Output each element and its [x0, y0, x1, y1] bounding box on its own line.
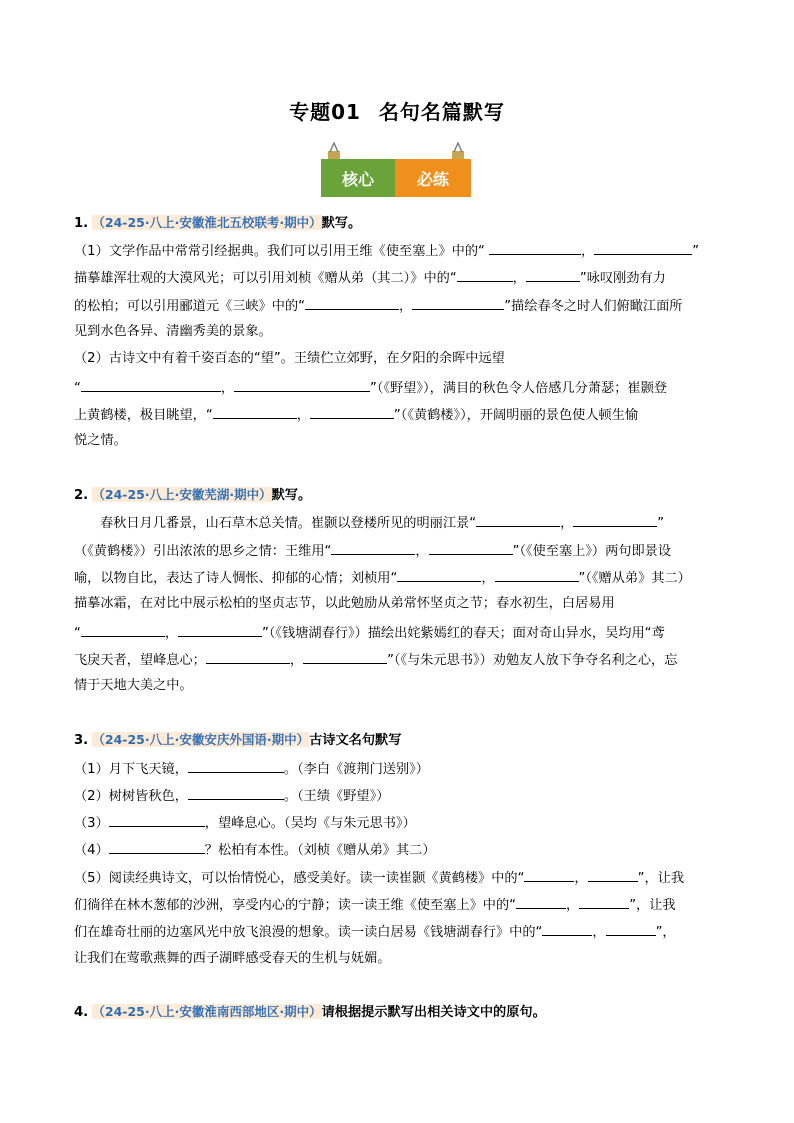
text-segment: ”咏叹刚劲有力	[579, 271, 666, 286]
title-main: 名句名篇默写	[378, 100, 505, 124]
text-segment: ”（《黄鹤楼》），开阔明丽的景色使人顿生愉	[393, 408, 639, 423]
text-line	[74, 323, 272, 341]
answer-blank[interactable]	[310, 405, 394, 419]
answer-blank[interactable]	[476, 513, 560, 527]
text-line	[74, 432, 127, 450]
text-line	[74, 296, 683, 316]
question-number: 4.	[74, 1005, 89, 1020]
text-segment: 。（李白《渡荆门送别》）	[283, 762, 429, 777]
text-segment: （1）月下飞天镜，	[74, 762, 188, 777]
text-segment: ，	[581, 244, 595, 259]
text-segment: ，	[481, 571, 495, 586]
text-line	[100, 513, 664, 533]
text-segment: 春秋日月几番景，山石草木总关情。崔颢以登楼所见的明丽江景“	[100, 516, 477, 531]
answer-blank[interactable]	[526, 268, 580, 282]
core-practice-banner	[319, 142, 474, 202]
answer-blank[interactable]	[495, 568, 579, 582]
text-segment: （1）文学作品中常常引经据典。我们可以引用王维《使至塞上》中的“	[74, 244, 490, 259]
text-line	[74, 623, 665, 643]
answer-blank[interactable]	[579, 895, 629, 909]
question-3-header	[74, 731, 401, 750]
question-instruction: 请根据提示默写出相关诗文中的原句。	[321, 1005, 546, 1020]
banner-left-label: 核心	[321, 159, 395, 197]
answer-blank[interactable]	[178, 623, 262, 637]
banner-right-label: 必练	[395, 159, 471, 197]
text-segment: ”（《与朱元思书》）劝勉友人放下争夺名利之心，忘	[387, 653, 678, 668]
text-segment: ，	[566, 898, 580, 913]
answer-blank[interactable]	[188, 786, 284, 800]
text-segment: （2）树树皆秋色，	[74, 789, 188, 804]
text-segment: ”	[657, 516, 665, 531]
text-line	[74, 405, 638, 425]
text-line	[74, 350, 505, 368]
text-segment: 悦之情。	[74, 433, 127, 448]
text-segment: ，	[415, 544, 429, 559]
text-segment: 们在雄奇壮丽的边塞风光中放飞浪漫的想象。读一读白居易《钱塘湖春行》中的“	[74, 925, 543, 940]
text-segment: （3）	[74, 816, 109, 831]
question-4-header	[74, 1003, 546, 1022]
answer-blank[interactable]	[457, 268, 513, 282]
text-segment: 喻，以物自比，表达了诗人惆怅、抑郁的心情；刘桢用“	[74, 571, 398, 586]
answer-blank[interactable]	[109, 813, 205, 827]
question-source-tag: （24-25·八上·安徽安庆外国语·期中）	[92, 732, 310, 747]
text-line	[74, 759, 429, 779]
text-segment: ，	[164, 626, 179, 641]
text-segment: 。（王绩《野望》）	[283, 789, 390, 804]
answer-blank[interactable]	[81, 623, 165, 637]
text-line	[74, 786, 389, 806]
text-line	[74, 813, 416, 833]
answer-blank[interactable]	[109, 840, 205, 854]
text-line	[74, 677, 193, 695]
text-line	[74, 268, 666, 288]
text-segment: ，	[289, 653, 304, 668]
text-line	[74, 241, 699, 261]
text-segment: 描摹冰霜，在对比中展示松柏的坚贞志节，以此勉励从弟常怀坚贞之节；春水初生，白居易用	[74, 596, 615, 611]
text-line	[74, 922, 676, 942]
text-segment: ”，让我	[637, 871, 685, 886]
text-segment: “	[74, 626, 81, 641]
text-segment: 见到水色各异、清幽秀美的景象。	[74, 324, 272, 339]
text-segment: 们徜徉在林木葱郁的沙洲，享受内心的宁静；读一读王维《使至塞上》中的“	[74, 898, 517, 913]
question-source-tag: （24-25·八上·安徽淮北五校联考·期中）	[92, 215, 322, 230]
text-line	[74, 868, 684, 888]
text-segment: ，望峰息心。（吴均《与朱元思书》）	[204, 816, 416, 831]
text-segment: ，	[399, 299, 413, 314]
text-segment: ，	[560, 516, 574, 531]
text-segment: 上黄鹤楼，极目眺望，“	[74, 408, 213, 423]
answer-blank[interactable]	[606, 922, 656, 936]
question-number: 1.	[74, 216, 89, 231]
text-segment: ”描绘春冬之时人们俯瞰江面所	[504, 299, 683, 314]
text-segment: “	[74, 381, 81, 396]
answer-blank[interactable]	[305, 296, 399, 310]
text-segment: ”（《野望》），满目的秋色令人倍感几分萧瑟；崔颢登	[370, 381, 667, 396]
answer-blank[interactable]	[594, 241, 692, 255]
question-number: 3.	[74, 733, 89, 748]
answer-blank[interactable]	[234, 378, 370, 392]
text-segment: ，	[592, 925, 606, 940]
answer-blank[interactable]	[206, 650, 290, 664]
text-line	[74, 541, 671, 561]
text-segment: （2）古诗文中有着千姿百态的“望”。王绩伫立郊野，在夕阳的余晖中远望	[74, 351, 505, 366]
question-instruction: 古诗文名句默写	[309, 733, 402, 748]
text-segment: ”，	[655, 925, 676, 940]
text-segment: （4）	[74, 843, 109, 858]
text-segment: ”（《钱塘湖春行》）描绘出姹紫嫣红的春天；面对奇山异水，吴均用“鸢	[262, 626, 665, 641]
text-line	[74, 378, 667, 398]
answer-blank[interactable]	[81, 378, 221, 392]
text-segment: ？松柏有本性。（刘桢《赠从弟》其二）	[204, 843, 436, 858]
text-segment: 让我们在莺歌燕舞的西子湖畔感受春天的生机与妩媚。	[74, 951, 391, 966]
text-line	[74, 568, 691, 588]
question-source-tag: （24-25·八上·安徽淮南西部地区·期中）	[92, 1004, 322, 1019]
text-line	[74, 895, 676, 915]
question-source-tag: （24-25·八上·安徽芜湖·期中）	[92, 487, 272, 502]
answer-blank[interactable]	[489, 241, 581, 255]
text-segment: ”	[692, 244, 700, 259]
text-segment: ，	[512, 271, 526, 286]
question-instruction: 默写。	[271, 488, 312, 503]
text-segment: ，	[296, 408, 310, 423]
answer-blank[interactable]	[188, 759, 284, 773]
question-2-header	[74, 486, 311, 505]
text-segment: 描摹雄浑壮观的大漠风光；可以引用刘桢《赠从弟（其二）》中的“	[74, 271, 457, 286]
answer-blank[interactable]	[542, 922, 592, 936]
text-segment: 的松柏；可以引用郦道元《三峡》中的“	[74, 299, 306, 314]
answer-blank[interactable]	[213, 405, 297, 419]
answer-blank[interactable]	[588, 868, 638, 882]
text-segment: ”，让我	[629, 898, 676, 913]
answer-blank[interactable]	[397, 568, 481, 582]
text-line	[74, 840, 436, 860]
text-segment: ”（《赠从弟》其二）	[578, 571, 691, 586]
answer-blank[interactable]	[524, 868, 574, 882]
text-segment: ”（《使至塞上》）两句即景设	[512, 544, 672, 559]
question-instruction: 默写。	[321, 216, 362, 231]
answer-blank[interactable]	[573, 513, 657, 527]
answer-blank[interactable]	[412, 296, 504, 310]
text-segment: ，	[220, 381, 235, 396]
page-title	[0, 96, 794, 125]
answer-blank[interactable]	[303, 650, 387, 664]
answer-blank[interactable]	[516, 895, 566, 909]
text-segment: （5）阅读经典诗文，可以怡情悦心，感受美好。读一读崔颢《黄鹤楼》中的“	[74, 871, 525, 886]
text-line	[74, 595, 615, 613]
answer-blank[interactable]	[429, 541, 513, 555]
text-segment: 飞戾天者，望峰息心；	[74, 653, 206, 668]
question-number: 2.	[74, 488, 89, 503]
text-segment: （《黄鹤楼》）引出浓浓的思乡之情：王维用“	[74, 544, 332, 559]
text-line	[74, 650, 677, 670]
text-segment: 情于天地大美之中。	[74, 678, 193, 693]
question-1-header	[74, 214, 361, 233]
title-prefix: 专题01	[289, 100, 361, 124]
text-line	[74, 950, 391, 968]
text-segment: ，	[574, 871, 588, 886]
answer-blank[interactable]	[331, 541, 415, 555]
